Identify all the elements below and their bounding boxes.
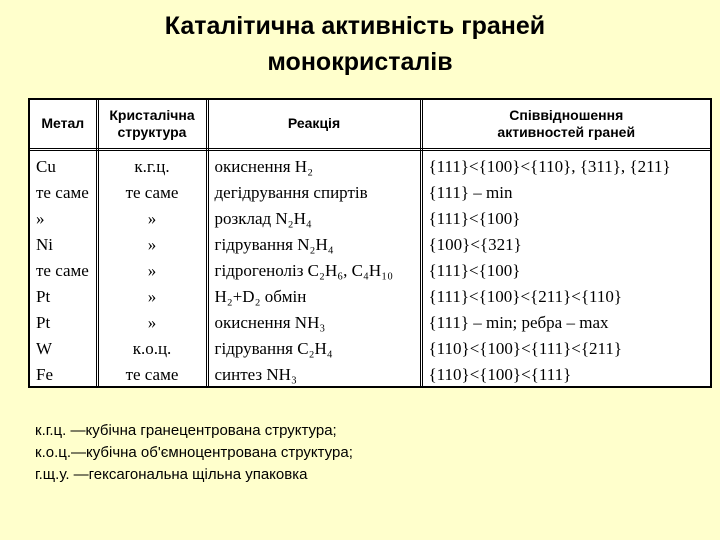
cell-structure: » — [97, 310, 207, 336]
cell-structure: » — [97, 284, 207, 310]
header-metal: Метал — [30, 100, 97, 149]
cell-reaction: гідрування N₂H₄ — [207, 232, 421, 258]
header-ratio-line2: активностей граней — [497, 123, 636, 140]
cell-ratio: {110}<{100}<{111}<{211} — [428, 338, 623, 358]
cell-ratio: {110}<{100}<{111} — [428, 364, 572, 384]
cell-reaction: окиснення H₂ — [207, 149, 421, 180]
table-row — [30, 310, 710, 336]
header-ratio — [421, 100, 710, 149]
abbreviation-notes — [35, 420, 353, 486]
cell-structure: » — [97, 258, 207, 284]
cell-structure: » — [97, 232, 207, 258]
cell-structure: те саме — [97, 180, 207, 206]
cell-reaction: дегідрування спиртів — [207, 180, 421, 206]
table-row — [30, 362, 710, 388]
cell-metal: Pt — [30, 284, 97, 310]
cell-ratio: {111}<{100} — [428, 208, 521, 228]
header-structure-line2: структура — [117, 123, 187, 140]
cell-structure: » — [97, 206, 207, 232]
cell-metal: » — [30, 206, 97, 232]
cell-reaction: H₂+D₂ обмін — [207, 284, 421, 310]
title-line-2: монокристалів — [267, 48, 453, 76]
cell-reaction: гідрогеноліз C₂H₆, C₄H₁₀ — [207, 258, 421, 284]
cell-reaction: гідрування C₂H₄ — [207, 336, 421, 362]
note-line: к.г.ц. —кубічна гранецентрована структура; — [35, 422, 337, 439]
cell-metal: Pt — [30, 310, 97, 336]
header-structure — [97, 100, 207, 149]
cell-metal: Cu — [30, 149, 97, 180]
cell-metal: W — [30, 336, 97, 362]
cell-reaction: синтез NH₃ — [207, 362, 421, 388]
header-reaction: Реакція — [207, 100, 421, 149]
catalytic-activity-table — [28, 98, 712, 388]
cell-structure: к.о.ц. — [97, 336, 207, 362]
cell-ratio: {111} – min; ребра – max — [428, 312, 609, 332]
cell-ratio: {111}<{100} — [428, 260, 521, 280]
header-structure-line1: Кристалічна — [109, 106, 195, 123]
header-ratio-line1: Співвідношення — [509, 106, 624, 123]
table-row — [30, 336, 710, 362]
cell-reaction: розклад N₂H₄ — [207, 206, 421, 232]
table-row — [30, 206, 710, 232]
cell-ratio: {111}<{100}<{110}, {311}, {211} — [428, 156, 671, 176]
cell-metal: Ni — [30, 232, 97, 258]
page-title — [0, 8, 720, 80]
cell-structure: те саме — [97, 362, 207, 388]
table-row — [30, 149, 710, 180]
cell-metal: те саме — [30, 258, 97, 284]
cell-ratio: {111} – min — [428, 182, 513, 202]
cell-structure: к.г.ц. — [97, 149, 207, 180]
cell-reaction: окиснення NH₃ — [207, 310, 421, 336]
note-line: г.щ.у. —гексагональна щільна упаковка — [35, 466, 308, 483]
table-row — [30, 258, 710, 284]
data-table — [30, 100, 710, 388]
cell-metal: Fe — [30, 362, 97, 388]
title-line-1: Каталітична активність граней — [164, 12, 546, 40]
cell-metal: те саме — [30, 180, 97, 206]
note-line: к.о.ц.—кубічна об'ємноцентрована структура; — [35, 444, 353, 461]
table-row — [30, 180, 710, 206]
table-row — [30, 284, 710, 310]
table-row — [30, 232, 710, 258]
cell-ratio: {111}<{100}<{211}<{110} — [428, 286, 623, 306]
cell-ratio: {100}<{321} — [428, 234, 522, 254]
table-header-row — [30, 100, 710, 149]
